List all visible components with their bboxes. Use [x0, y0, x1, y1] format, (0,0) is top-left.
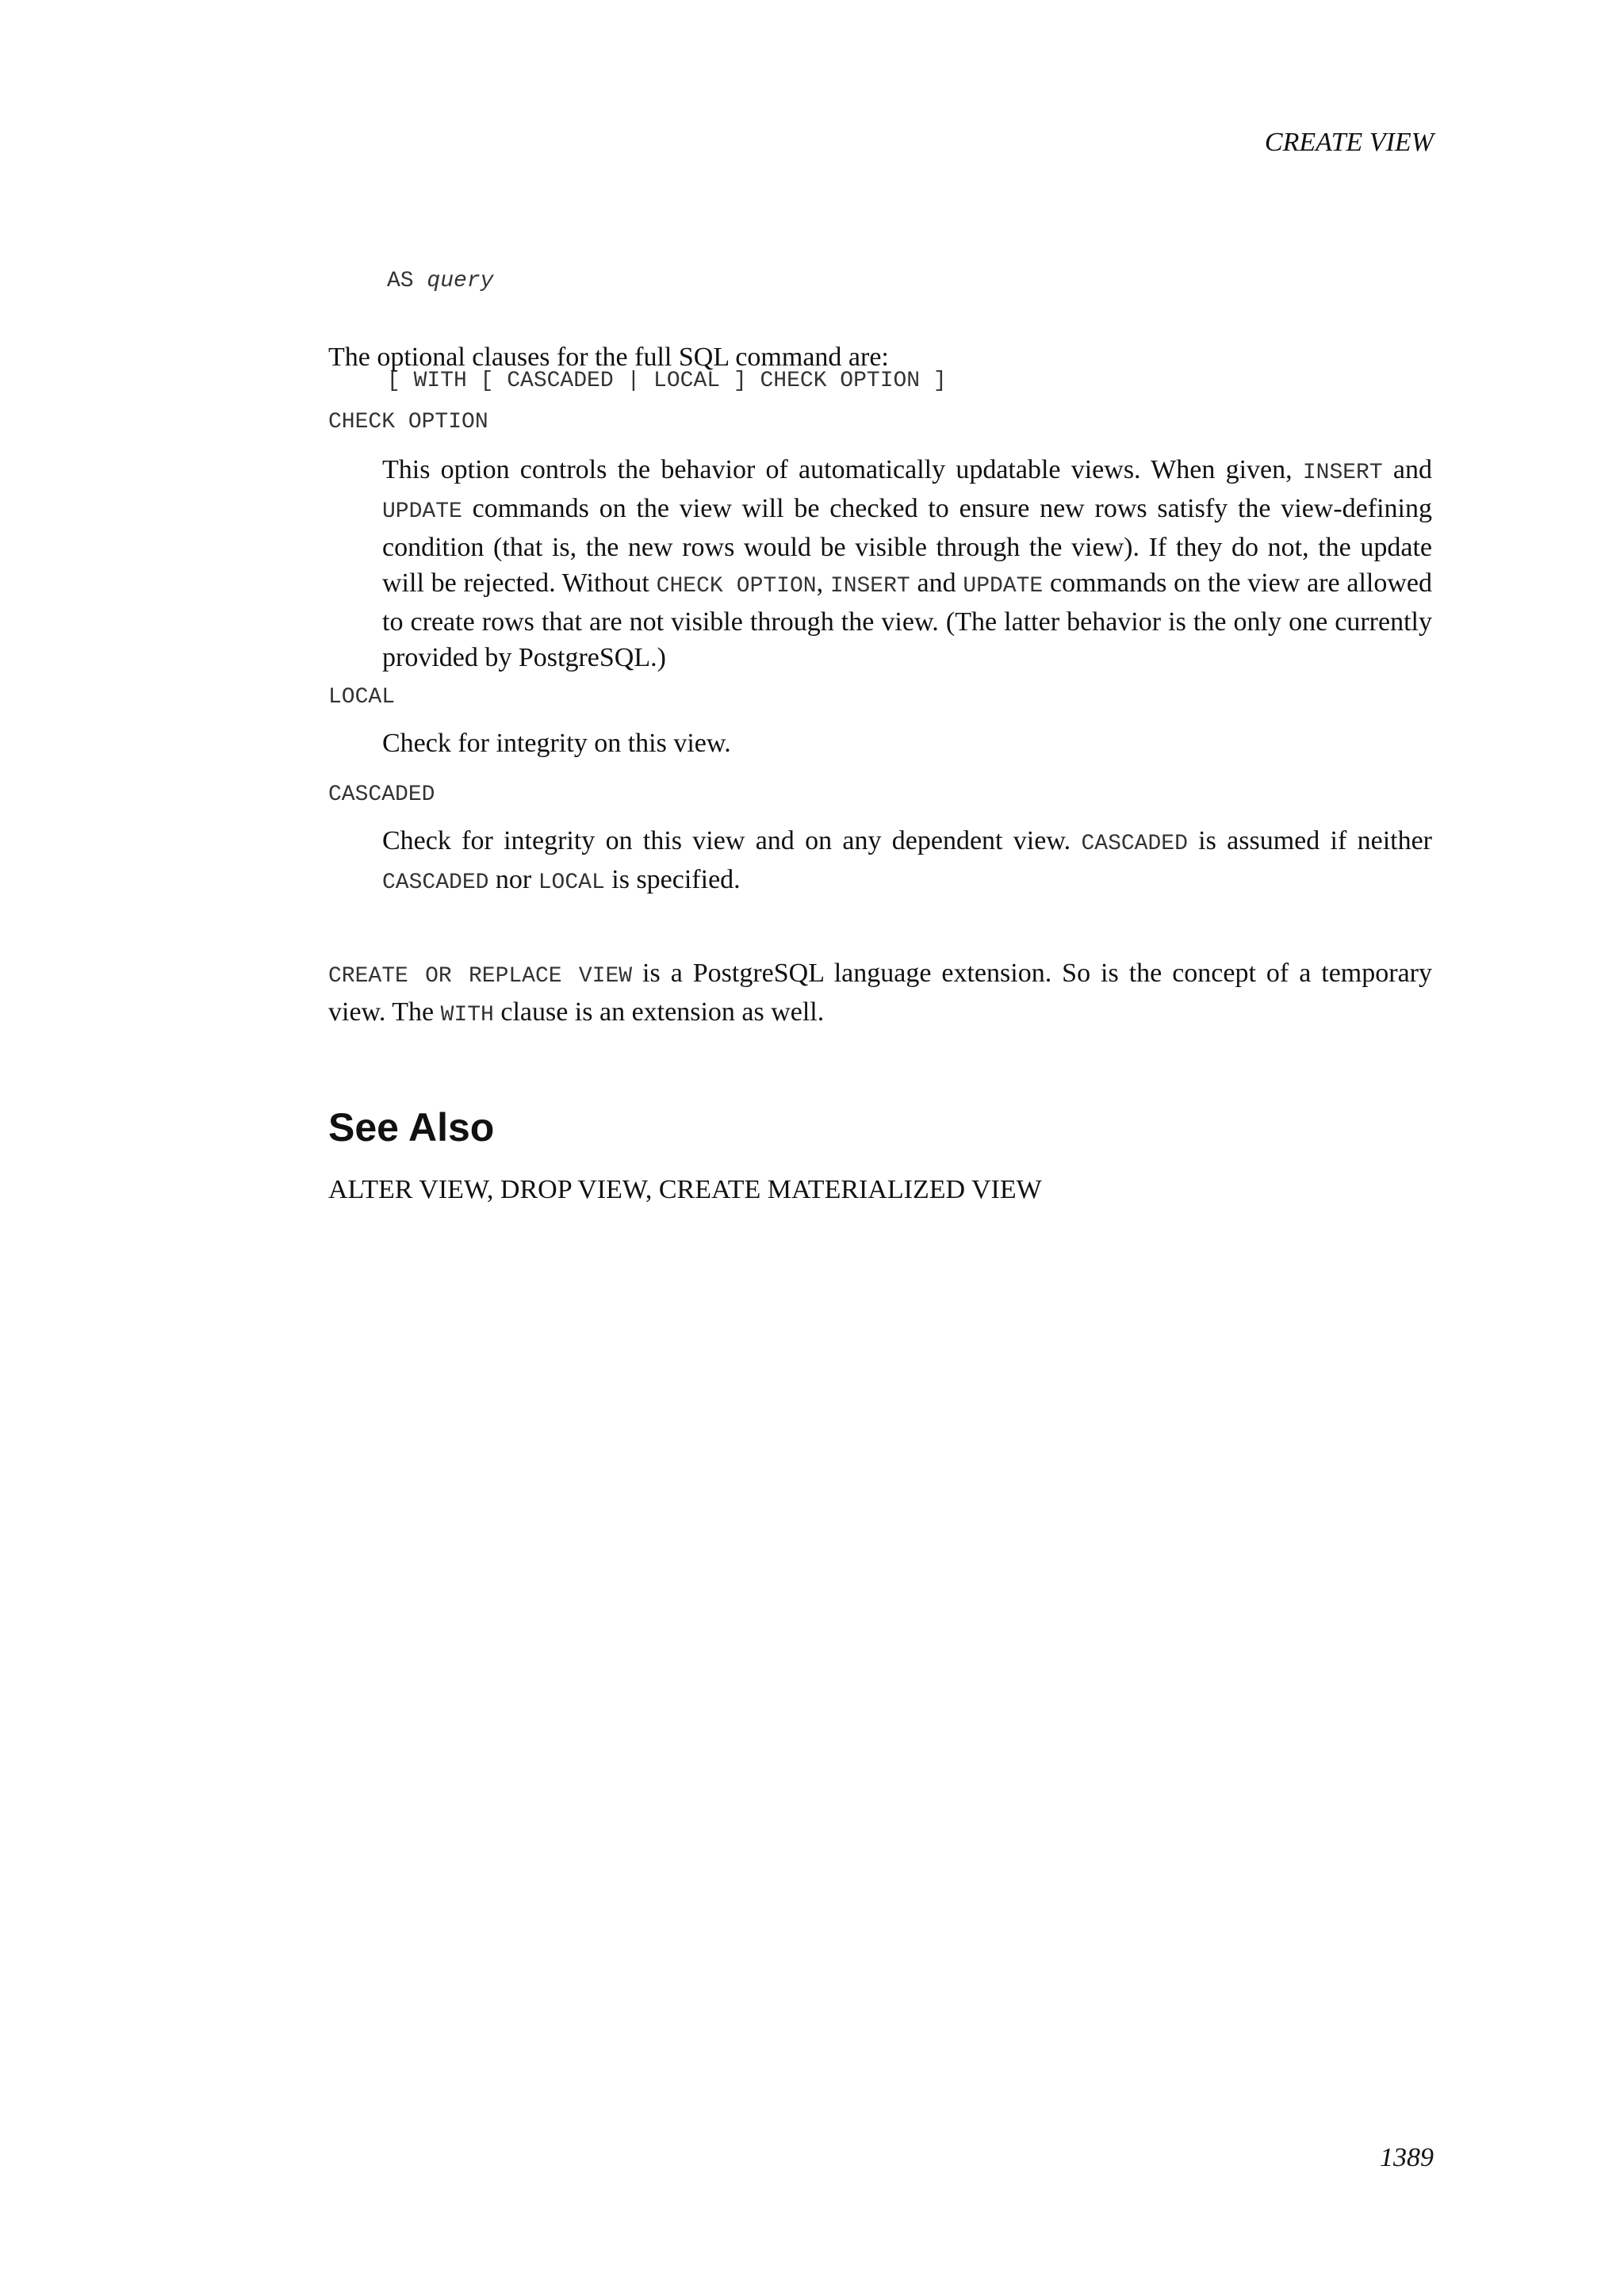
- definition-text: and: [910, 568, 963, 598]
- definition-text: is assumed if neither: [1187, 826, 1433, 855]
- code-with: WITH: [440, 1003, 494, 1027]
- term-cascaded: CASCADED: [328, 783, 435, 807]
- synopsis-line-as: [387, 265, 947, 298]
- see-also-heading: See Also: [328, 1105, 495, 1150]
- running-header: CREATE VIEW: [1264, 128, 1434, 157]
- paragraph-text: clause is an extension as well.: [493, 997, 825, 1027]
- extension-paragraph: [328, 955, 1432, 1033]
- definition-text: commands on the view are allowed to create rows that are not visible through the view. (The latter behavior is the only one currently provided by PostgreSQL.): [382, 568, 1433, 672]
- term-check-option: CHECK OPTION: [328, 410, 488, 434]
- definition-text: nor: [488, 865, 538, 894]
- code-update: UPDATE: [963, 574, 1044, 599]
- definition-text: Check for integrity on this view and on any dependent view.: [382, 826, 1082, 855]
- definition-text: and: [1382, 455, 1432, 484]
- code-create-or-replace-view: CREATE OR REPLACE VIEW: [328, 964, 633, 989]
- code-insert: INSERT: [1302, 461, 1383, 485]
- page-number: 1389: [1380, 2143, 1434, 2172]
- term-local: LOCAL: [328, 685, 396, 710]
- paragraph-text: is a PostgreSQL language extension. So is the concept of a temporary view. The: [328, 959, 1432, 1027]
- definition-cascaded: [382, 823, 1432, 901]
- definition-check-option: [382, 452, 1432, 675]
- definition-text: commands on the view will be checked to ensure new rows satisfy the view-defining condition (that is, the new rows would be visible through the view). If they do not, the update will be rejected. Without: [382, 494, 1432, 598]
- see-also-links: ALTER VIEW, DROP VIEW, CREATE MATERIALIZED VIEW: [328, 1175, 1042, 1204]
- definition-text: is specified.: [604, 865, 741, 894]
- synopsis-as-keyword: AS: [387, 269, 414, 293]
- code-cascaded: CASCADED: [1081, 832, 1188, 856]
- code-cascaded: CASCADED: [382, 871, 489, 895]
- definition-text: ,: [816, 568, 830, 598]
- definition-local: Check for integrity on this view.: [382, 729, 731, 758]
- code-local: LOCAL: [538, 871, 605, 895]
- code-update: UPDATE: [382, 499, 462, 524]
- code-check-option: CHECK OPTION: [656, 574, 817, 599]
- synopsis-line-with: [ WITH [ CASCADED | LOCAL ] CHECK OPTION ]: [387, 369, 947, 393]
- code-insert: INSERT: [829, 574, 910, 599]
- synopsis-query-arg: query: [427, 269, 494, 293]
- definition-text: This option controls the behavior of automatically updatable views. When given,: [382, 455, 1303, 484]
- intro-paragraph: The optional clauses for the full SQL command are:: [328, 342, 889, 372]
